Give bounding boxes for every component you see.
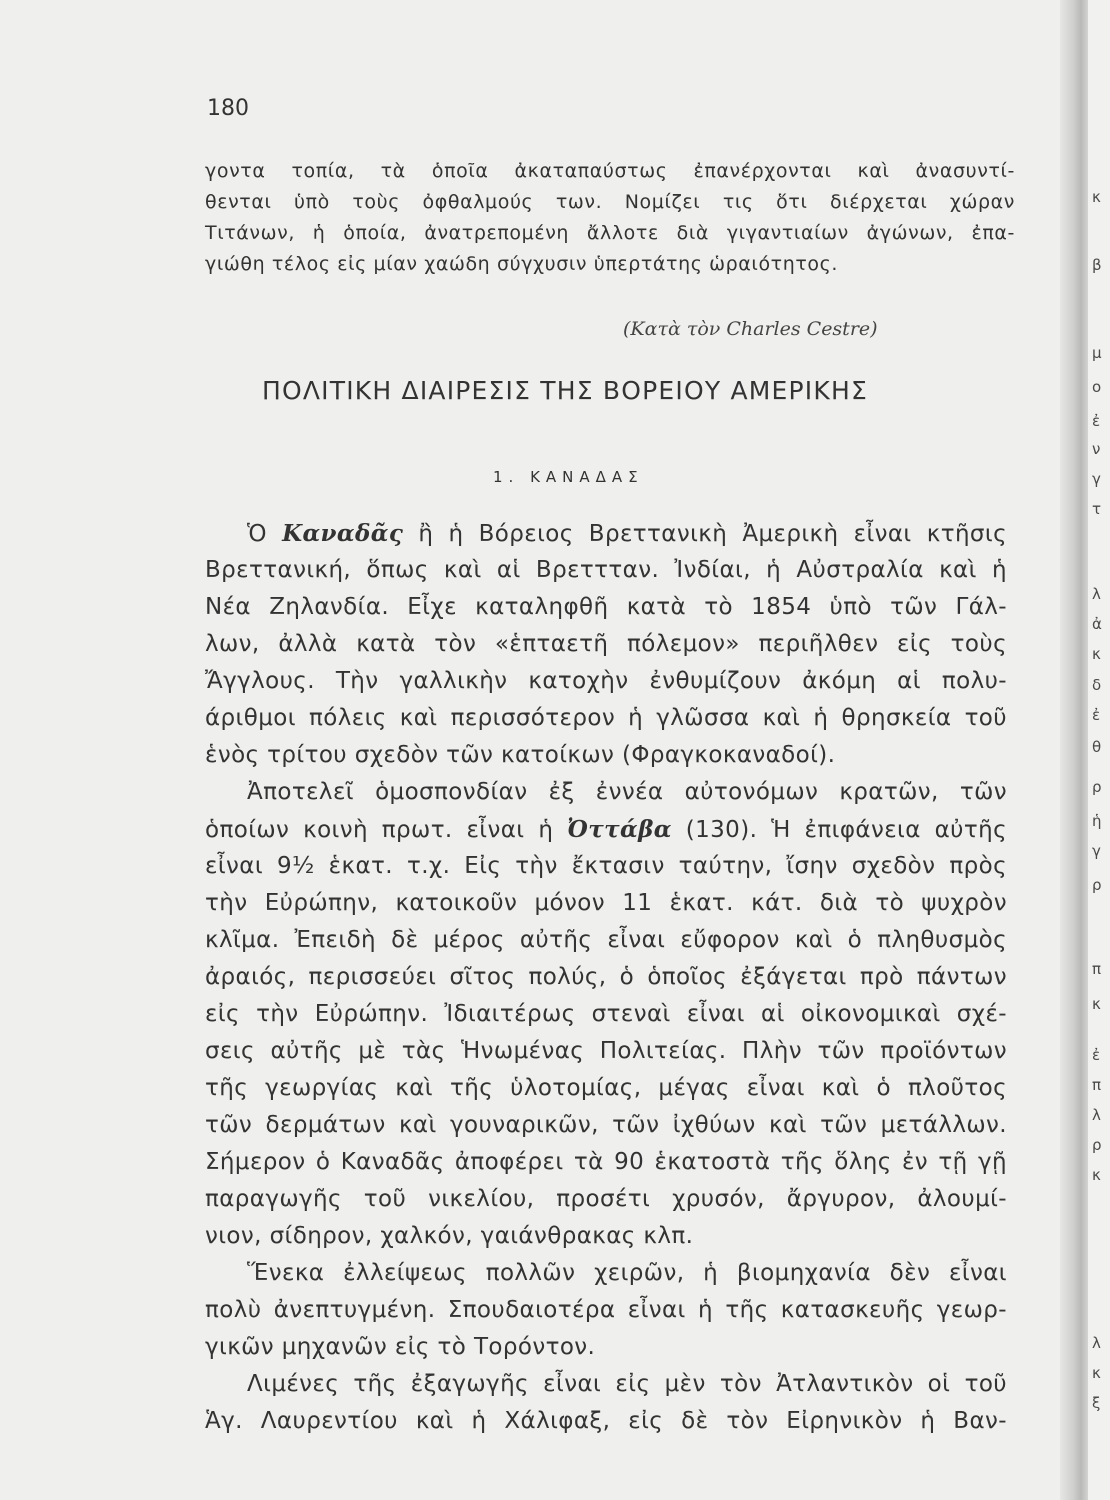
- page-fragment: τ: [1092, 500, 1102, 518]
- page-fragment: π: [1092, 960, 1102, 978]
- page-fragment: ἐ: [1092, 706, 1101, 724]
- page-fragment: κ: [1092, 995, 1101, 1013]
- page-fragment: γ: [1092, 842, 1101, 860]
- text-fragment: ὁποίων κοινὴ πρωτ. εἶναι ἡ: [205, 817, 554, 843]
- text-line: Σήμερον ὁ Καναδᾶς ἀποφέρει τὰ 90 ἑκατοστὰ τῆς ὅλης ἐν τῇ γῇ: [205, 1149, 1007, 1175]
- page-fragment: μ: [1092, 344, 1102, 362]
- section-title: ΠΟΛΙΤΙΚΗ ΔΙΑΙΡΕΣΙΣ ΤΗΣ ΒΟΡΕΙΟΥ ΑΜΕΡΙΚΗΣ: [262, 376, 868, 405]
- page-fragment: ρ: [1092, 778, 1102, 796]
- text-line: κλῖμα. Ἐπειδὴ δὲ μέρος αὐτῆς εἶναι εὔφορον καὶ ὁ πληθυσμὸς: [205, 927, 1007, 953]
- page-fragment: δ: [1092, 676, 1102, 694]
- page-fragment: β: [1092, 256, 1102, 274]
- para1-start: Ὁ: [247, 521, 267, 547]
- page-fragment: ἐ: [1092, 1046, 1101, 1064]
- text-line: τῶν δερμάτων καὶ γουναρικῶν, τῶν ἰχθύων καὶ τῶν μετάλλων.: [205, 1112, 1007, 1138]
- page-fragment: θ: [1092, 738, 1102, 756]
- text-line: ἀραιός, περισσεύει σῖτος πολύς, ὁ ὁποῖος ἐξάγεται πρὸ πάντων: [205, 964, 1007, 990]
- text-line: τῆς γεωργίας καὶ τῆς ὑλοτομίας, μέγας εἶναι καὶ ὁ πλοῦτος: [205, 1075, 1007, 1101]
- paragraph-first-line: Ἀποτελεῖ ὁμοσπονδίαν ἐξ ἐννέα αὐτονόμων κρατῶν, τῶν: [247, 779, 1007, 805]
- text-line: τὴν Εὐρώπην, κατοικοῦν μόνον 11 ἑκατ. κάτ. διὰ τὸ ψυχρὸν: [205, 890, 1007, 916]
- emphasis-ottawa: Ὀττάβα: [567, 816, 672, 843]
- intro-line: γιώθη τέλος εἰς μίαν χαώδη σύγχυσιν ὑπερτάτης ὡραιότητος.: [205, 253, 839, 275]
- text-line: παραγωγῆς τοῦ νικελίου, προσέτι χρυσόν, ἄργυρον, ἀλουμί-: [205, 1186, 1007, 1212]
- text-line: εἰς τὴν Εὐρώπην. Ἰδιαιτέρως στεναὶ εἶναι αἱ οἰκονομικαὶ σχέ-: [205, 1001, 1007, 1027]
- page-fragment: ρ: [1092, 1136, 1102, 1154]
- intro-line: θενται ὑπὸ τοὺς ὀφθαλμούς των. Νομίζει τις ὅτι διέρχεται χώραν: [205, 191, 1015, 213]
- adjacent-page-edge: [1088, 0, 1110, 1500]
- page-fragment: λ: [1092, 585, 1101, 603]
- page-fragment: π: [1092, 1076, 1102, 1094]
- text-line: [205, 816, 1007, 843]
- intro-line: γοντα τοπία, τὰ ὁποῖα ἀκαταπαύστως ἐπανέρχονται καὶ ἀνασυντί-: [205, 160, 1015, 182]
- text-line: άριθμοι πόλεις καὶ περισσότερον ἡ γλῶσσα καὶ ἡ θρησκεία τοῦ: [205, 705, 1007, 731]
- page-number: 180: [207, 96, 249, 121]
- page-fragment: γ: [1092, 470, 1101, 488]
- page-fragment: ο: [1092, 378, 1102, 396]
- page-fragment: λ: [1092, 1106, 1101, 1124]
- paragraph-first-line: Ἕνεκα ἐλλείψεως πολλῶν χειρῶν, ἡ βιομηχανία δὲν εἶναι: [247, 1260, 1007, 1286]
- emphasis-canada: Καναδᾶς: [282, 520, 404, 547]
- paragraph-first-line: Λιμένες τῆς ἐξαγωγῆς εἶναι εἰς μὲν τὸν Ἀτλαντικὸν οἱ τοῦ: [247, 1371, 1007, 1397]
- attribution: (Κατὰ τὸν Charles Cestre): [623, 318, 878, 340]
- text-line: ἑνὸς τρίτου σχεδὸν τῶν κατοίκων (Φραγκοκαναδοί).: [205, 742, 836, 768]
- page-fragment: ξ: [1092, 1394, 1101, 1412]
- text-line: πολὺ ἀνεπτυγμένη. Σπουδαιοτέρα εἶναι ἡ τῆς κατασκευῆς γεωρ-: [205, 1297, 1007, 1323]
- page-fragment: κ: [1092, 645, 1101, 663]
- text-line: σεις αὐτῆς μὲ τὰς Ἡνωμένας Πολιτείας. Πλὴν τῶν προϊόντων: [205, 1038, 1007, 1064]
- text-line: Ἁγ. Λαυρεντίου καὶ ἡ Χάλιφαξ, εἰς δὲ τὸν Εἰρηνικὸν ἡ Βαν-: [205, 1408, 1007, 1434]
- text-line: Βρεττανική, ὅπως καὶ αἱ Βρεττταν. Ἰνδίαι, ἡ Αὐστραλία καὶ ἡ: [205, 557, 1007, 583]
- page-fragment: ἀ: [1092, 615, 1102, 633]
- text-line: νιον, σίδηρον, χαλκόν, γαιάνθρακας κλπ.: [205, 1223, 694, 1249]
- page-fragment: κ: [1092, 1364, 1101, 1382]
- text-line: Ἄγγλους. Τὴν γαλλικὴν κατοχὴν ἐνθυμίζουν ἀκόμη αἱ πολυ-: [205, 668, 1007, 694]
- page-fragment: κ: [1092, 1166, 1101, 1184]
- text-line: λων, ἀλλὰ κατὰ τὸν «ἑπταετῆ πόλεμον» περιῆλθεν εἰς τοὺς: [205, 631, 1007, 657]
- subsection-title: 1. ΚΑΝΑΔΑΣ: [493, 468, 644, 486]
- book-gutter-shadow: [1060, 0, 1090, 1500]
- text-line: Νέα Ζηλανδία. Εἶχε καταληφθῆ κατὰ τὸ 1854 ὑπὸ τῶν Γάλ-: [205, 594, 1007, 620]
- intro-line: Τιτάνων, ἡ ὁποία, ἀνατρεπομένη ἄλλοτε διὰ γιγαντιαίων ἀγώνων, ἐπα-: [205, 222, 1015, 244]
- page-fragment: ἡ: [1092, 812, 1102, 830]
- page-fragment: κ: [1092, 188, 1101, 206]
- text-line: γικῶν μηχανῶν εἰς τὸ Τορόντον.: [205, 1334, 596, 1360]
- text-fragment: (130). Ἡ ἐπιφάνεια αὐτῆς: [685, 817, 1008, 843]
- page-fragment: ἐ: [1092, 412, 1101, 430]
- page-fragment: ν: [1092, 440, 1101, 458]
- page-fragment: ρ: [1092, 876, 1102, 894]
- paragraph-first-line: [247, 520, 1007, 547]
- para1-rest: ἢ ἡ Βόρειος Βρεττανικὴ Ἀμερικὴ εἶναι κτῆσις: [418, 521, 1007, 547]
- page-fragment: λ: [1092, 1334, 1101, 1352]
- text-line: εἶναι 9½ ἑκατ. τ.χ. Εἰς τὴν ἔκτασιν ταύτην, ἴσην σχεδὸν πρὸς: [205, 853, 1007, 879]
